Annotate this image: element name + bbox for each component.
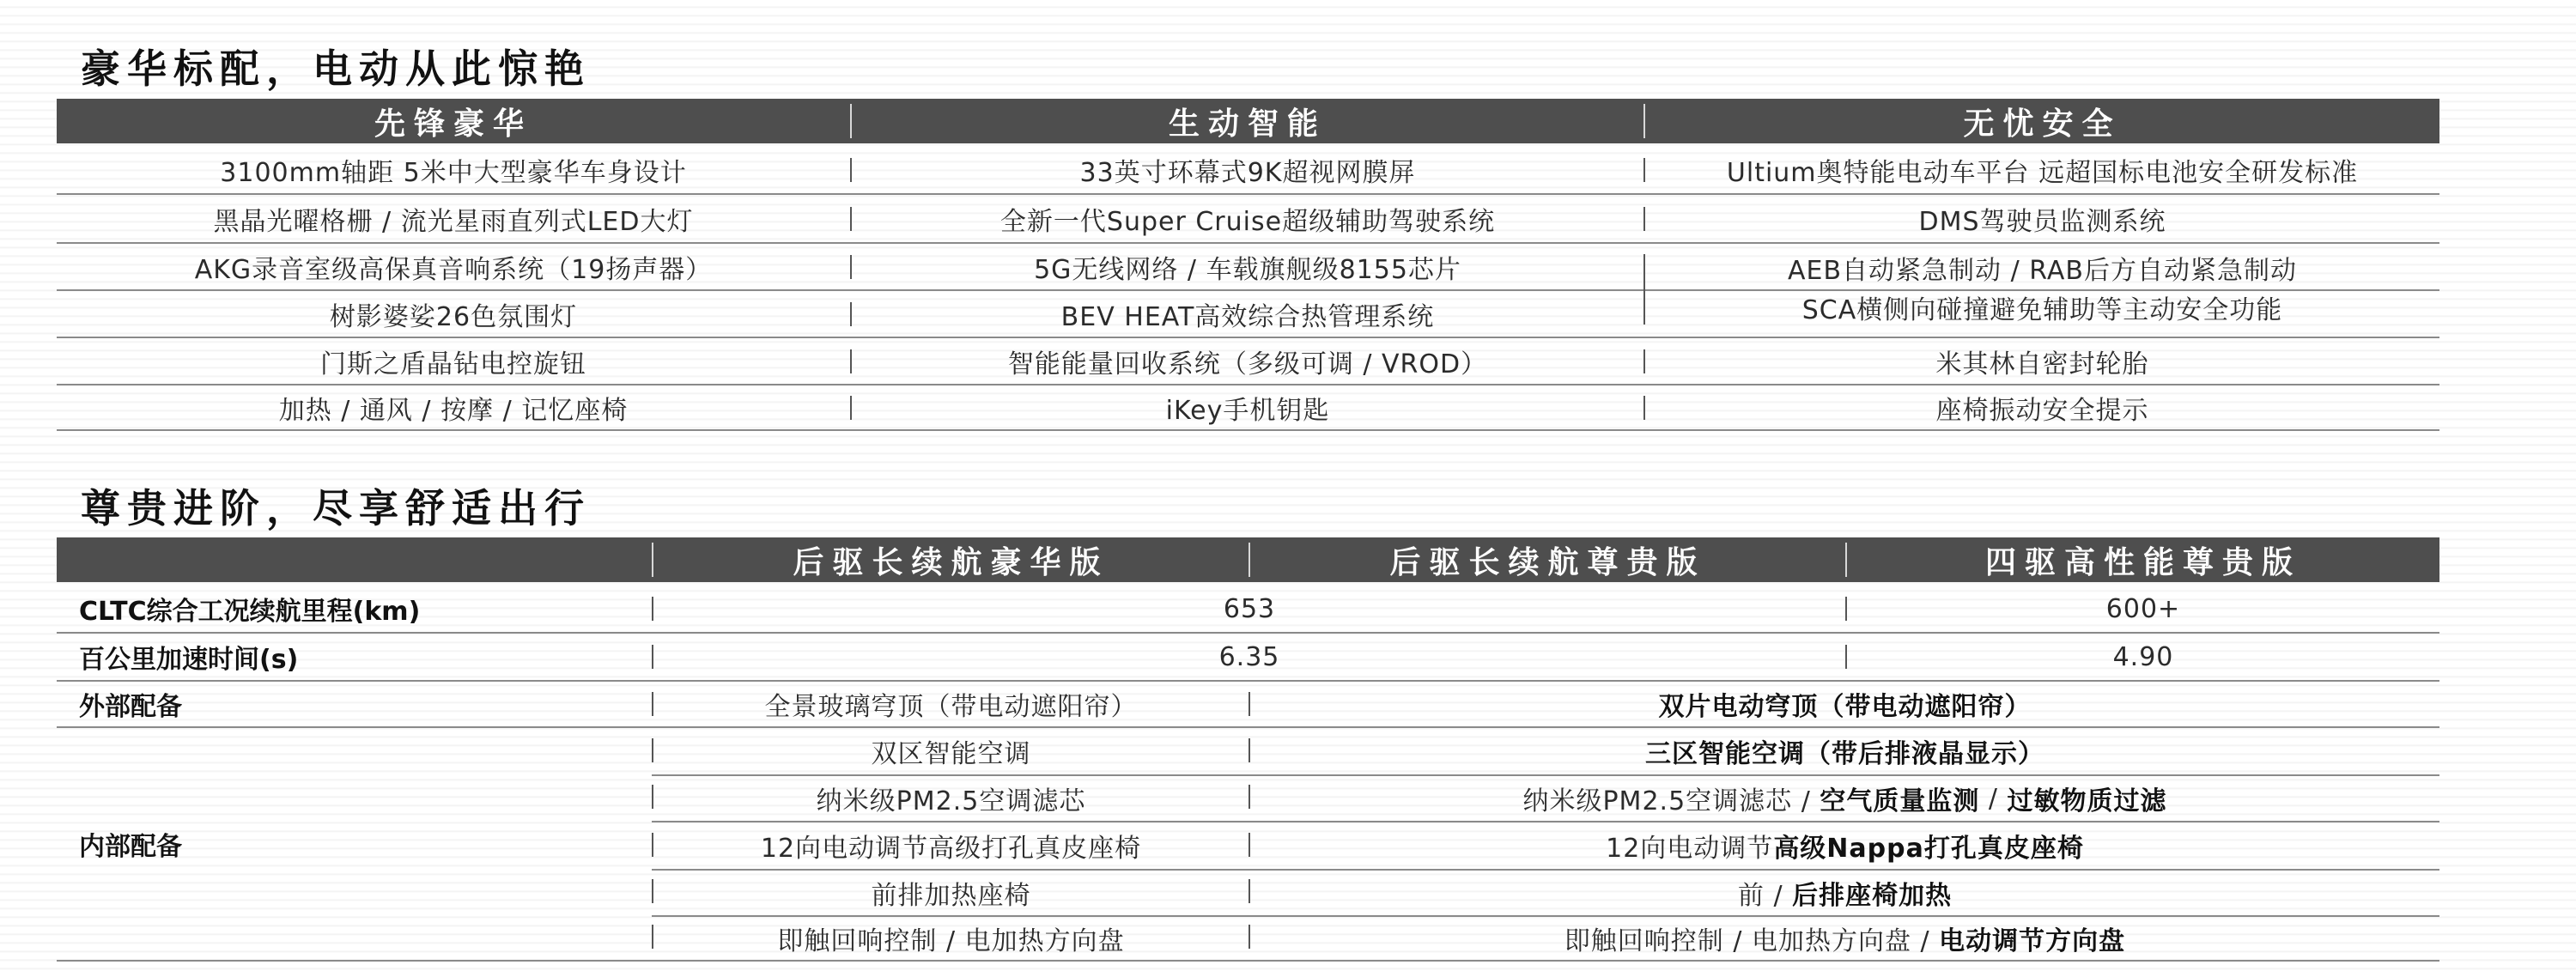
- heat-premium: [1250, 871, 2439, 915]
- range-row: [57, 586, 2439, 634]
- wheel-premium-text: 即触回响控制 / 电加热方向盘 /: [1564, 926, 1940, 956]
- heat-premium-text: 前 /: [1737, 881, 1793, 911]
- section2-header: [57, 537, 2439, 582]
- s1-cell: BEV HEAT高效综合热管理系统: [1060, 301, 1435, 332]
- filter-premium-text: 纳米级PM2.5空调滤芯 /: [1522, 786, 1820, 816]
- s1-cell: 33英寸环幕式9K超视网膜屏: [1079, 157, 1416, 188]
- s1-cell: DMS驾驶员监测系统: [1918, 206, 2166, 237]
- range-label: CLTC综合工况续航里程(km): [79, 597, 421, 627]
- seat-premium-nappa: 高级Nappa打孔真皮座椅: [1773, 834, 2084, 864]
- filter-luxury: 纳米级PM2.5空调滤芯: [816, 786, 1086, 816]
- s1-cell: AEB自动紧急制动 / RAB后方自动紧急制动: [1788, 256, 2297, 286]
- wheel-premium: [1250, 917, 2439, 960]
- s1-cell: 智能能量回收系统（多级可调 / VROD）: [1007, 349, 1488, 379]
- seat-luxury: 12向电动调节高级打孔真皮座椅: [760, 834, 1142, 864]
- s1-row-1: [57, 146, 2439, 195]
- accel-rwd-value: 6.35: [1218, 641, 1280, 672]
- header-safety: 无忧安全: [1963, 106, 2122, 142]
- header-smart: 生动智能: [1168, 106, 1327, 142]
- interior-label: 内部配备: [79, 832, 182, 862]
- section1-header: [57, 99, 2439, 143]
- accel-awd-value: 4.90: [2112, 641, 2174, 672]
- s1-cell: AKG录音室级高保真音响系统（19扬声器）: [194, 254, 713, 285]
- header-luxury: 先锋豪华: [374, 106, 532, 142]
- accel-label: 百公里加速时间(s): [79, 645, 299, 675]
- s1-cell: 座椅振动安全提示: [1935, 395, 2149, 426]
- s1-cell: 门斯之盾晶钻电控旋钮: [320, 349, 586, 379]
- s1-cell: Ultium奥特能电动车平台 远超国标电池安全研发标准: [1726, 157, 2359, 188]
- header-rwd-premium: 后驱长续航尊贵版: [1389, 544, 1706, 580]
- range-awd-value: 600+: [2105, 593, 2181, 624]
- s1-cell: iKey手机钥匙: [1165, 395, 1330, 426]
- accel-row: [57, 634, 2439, 682]
- wheel-luxury: 即触回响控制 / 电加热方向盘: [777, 926, 1125, 956]
- range-rwd-value: 653: [1223, 593, 1276, 624]
- section1-title: 豪华标配，电动从此惊艳: [81, 46, 591, 92]
- filter-premium-allergen: 过敏物质过滤: [2007, 786, 2167, 816]
- filter-premium: [1250, 776, 2439, 821]
- heat-luxury: 前排加热座椅: [871, 881, 1031, 911]
- exterior-premium: 双片电动穹顶（带电动遮阳帘）: [1658, 692, 2032, 722]
- wheel-premium-electric: 电动调节方向盘: [1939, 926, 2126, 956]
- ac-luxury: 双区智能空调: [871, 739, 1031, 769]
- s1-cell: 加热 / 通风 / 按摩 / 记忆座椅: [278, 395, 629, 426]
- s1-cell: SCA横侧向碰撞避免辅助等主动安全功能: [1801, 295, 2283, 325]
- s1-row-6: [57, 385, 2439, 431]
- filter-premium-air: 空气质量监测: [1820, 786, 1980, 816]
- table-bottom-rule: [57, 960, 2439, 962]
- heat-premium-rear: 后排座椅加热: [1792, 881, 1953, 911]
- seat-premium-text: 12向电动调节: [1606, 834, 1774, 864]
- section2-title: 尊贵进阶，尽享舒适出行: [81, 485, 591, 531]
- s1-cell: 5G无线网络 / 车载旗舰级8155芯片: [1034, 254, 1461, 285]
- s1-cell: 树影婆娑26色氛围灯: [329, 301, 578, 332]
- s1-cell: 黑晶光曜格栅 / 流光星雨直列式LED大灯: [213, 206, 694, 237]
- s1-cell: 3100mm轴距 5米中大型豪华车身设计: [220, 157, 687, 188]
- s1-row-5: [57, 338, 2439, 385]
- header-rwd-luxury: 后驱长续航豪华版: [793, 544, 1109, 580]
- filter-premium-sep: /: [1979, 783, 2008, 814]
- seat-premium: [1250, 822, 2439, 869]
- header-awd-premium: 四驱高性能尊贵版: [1984, 544, 2301, 580]
- s1-cell: 全新一代Super Cruise超级辅助驾驶系统: [999, 206, 1496, 237]
- s1-cell: 米其林自密封轮胎: [1935, 349, 2149, 379]
- s1-row-2: [57, 195, 2439, 244]
- ac-premium: 三区智能空调（带后排液晶显示）: [1645, 739, 2044, 769]
- exterior-luxury: 全景玻璃穹顶（带电动遮阳帘）: [764, 692, 1138, 722]
- exterior-row: [57, 682, 2439, 728]
- exterior-label: 外部配备: [79, 692, 182, 722]
